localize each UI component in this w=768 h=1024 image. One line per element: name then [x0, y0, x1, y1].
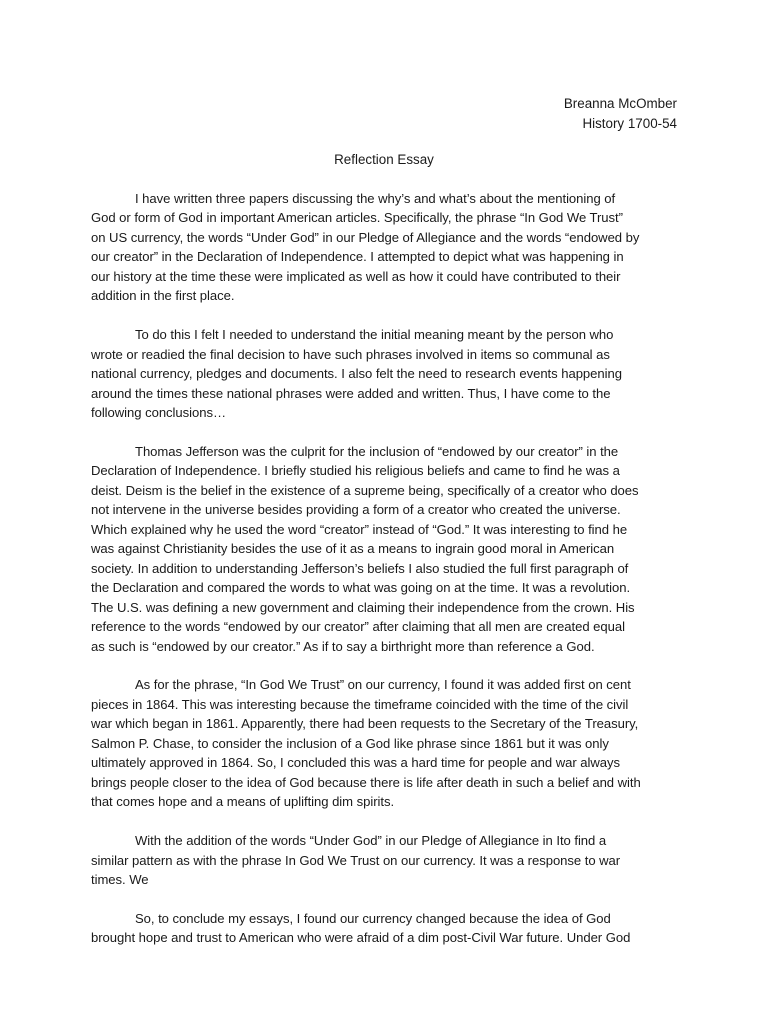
paragraph-line: pieces in 1864. This was interesting because the timeframe coincided with the time of the civil — [91, 696, 629, 712]
paragraph-line: addition in the first place. — [91, 288, 235, 304]
paragraph-line: Which explained why he used the word “creator” instead of “God.” It was interesting to find he — [91, 521, 628, 537]
essay-paragraph — [91, 909, 682, 948]
paragraph-line: I have written three papers discussing the why’s and what’s about the mentioning of — [135, 191, 616, 206]
paragraph-line: society. In addition to understanding Jefferson’s beliefs I also studied the full first paragraph of — [91, 560, 629, 576]
paragraph-line: God or form of God in important American articles. Specifically, the phrase “In God We Trust” — [91, 210, 623, 226]
paragraph-line: on US currency, the words “Under God” in our Pledge of Allegiance and the words “endowed by — [91, 229, 640, 245]
paragraph-line: as such is “endowed by our creator.” As if to say a birthright more than reference a God. — [91, 638, 595, 654]
paragraph-line: Salmon P. Chase, to consider the inclusion of a God like phrase since 1861 but it was only — [91, 735, 609, 751]
essay-paragraph — [91, 442, 682, 656]
paragraph-line: that comes hope and a means of uplifting dim spirits. — [91, 794, 395, 810]
essay-paragraph — [91, 189, 682, 306]
essay-title: Reflection Essay — [334, 152, 434, 167]
paragraph-line: the Declaration and compared the words to what was going on at the time. It was a revolution. — [91, 580, 631, 596]
author-name: Breanna McOmber — [563, 96, 677, 111]
paragraph-line: wrote or readied the final decision to have such phrases involved in items so communal as — [91, 346, 610, 362]
paragraph-line: following conclusions… — [91, 405, 226, 421]
paragraph-line: was against Christianity besides the use of it as a means to ingrain good moral in American — [91, 541, 615, 557]
paragraph-line: brought hope and trust to American who were afraid of a dim post-Civil War future. Under God — [91, 930, 631, 946]
paragraph-line: times. We — [91, 872, 149, 888]
header-block — [564, 94, 677, 133]
paragraph-line: around the times these national phrases were added and written. Thus, I have come to the — [91, 385, 611, 401]
course-name: History 1700-54 — [582, 115, 677, 131]
paragraph-line: similar pattern as with the phrase In God We Trust on our currency. It was a response to war — [91, 852, 621, 868]
paragraph-line: war which began in 1861. Apparently, there had been requests to the Secretary of the Treasury, — [91, 716, 639, 732]
paragraph-line: With the addition of the words “Under God” in our Pledge of Allegiance in Ito find a — [135, 833, 607, 849]
paragraph-line: ultimately approved in 1864. So, I concluded this was a hard time for people and war always — [91, 755, 620, 771]
paragraph-line: our history at the time these were implicated as well as how it could have contributed to their — [91, 268, 621, 284]
paragraph-line: The U.S. was defining a new government and claiming their independence from the crown. His — [91, 599, 635, 615]
paragraph-line: not intervene in the universe besides providing a form of a creator who created the universe. — [91, 502, 621, 518]
paragraph-line: national currency, pledges and documents. I also felt the need to research events happening — [91, 366, 622, 382]
essay-paragraph — [91, 675, 682, 811]
paragraph-line: our creator” in the Declaration of Independence. I attempted to depict what was happening in — [91, 249, 624, 265]
paragraph-line: To do this I felt I needed to understand the initial meaning meant by the person who — [135, 327, 614, 343]
paragraph-line: deist. Deism is the belief in the existence of a supreme being, specifically of a creator who does — [91, 482, 639, 498]
paragraph-line: As for the phrase, “In God We Trust” on our currency, I found it was added first on cent — [135, 677, 631, 693]
paragraph-line: brings people closer to the idea of God because there is life after death in such a belief and with — [91, 774, 641, 790]
paragraph-line: Declaration of Independence. I briefly studied his religious beliefs and came to find he was a — [91, 463, 620, 479]
paragraph-line: reference to the words “endowed by our creator” after claiming that all men are created equal — [91, 619, 625, 635]
essay-body — [91, 189, 682, 967]
essay-paragraph — [91, 831, 682, 889]
paragraph-line: So, to conclude my essays, I found our currency changed because the idea of God — [135, 911, 611, 926]
paragraph-line: Thomas Jefferson was the culprit for the inclusion of “endowed by our creator” in the — [135, 443, 619, 459]
essay-paragraph — [91, 325, 682, 422]
